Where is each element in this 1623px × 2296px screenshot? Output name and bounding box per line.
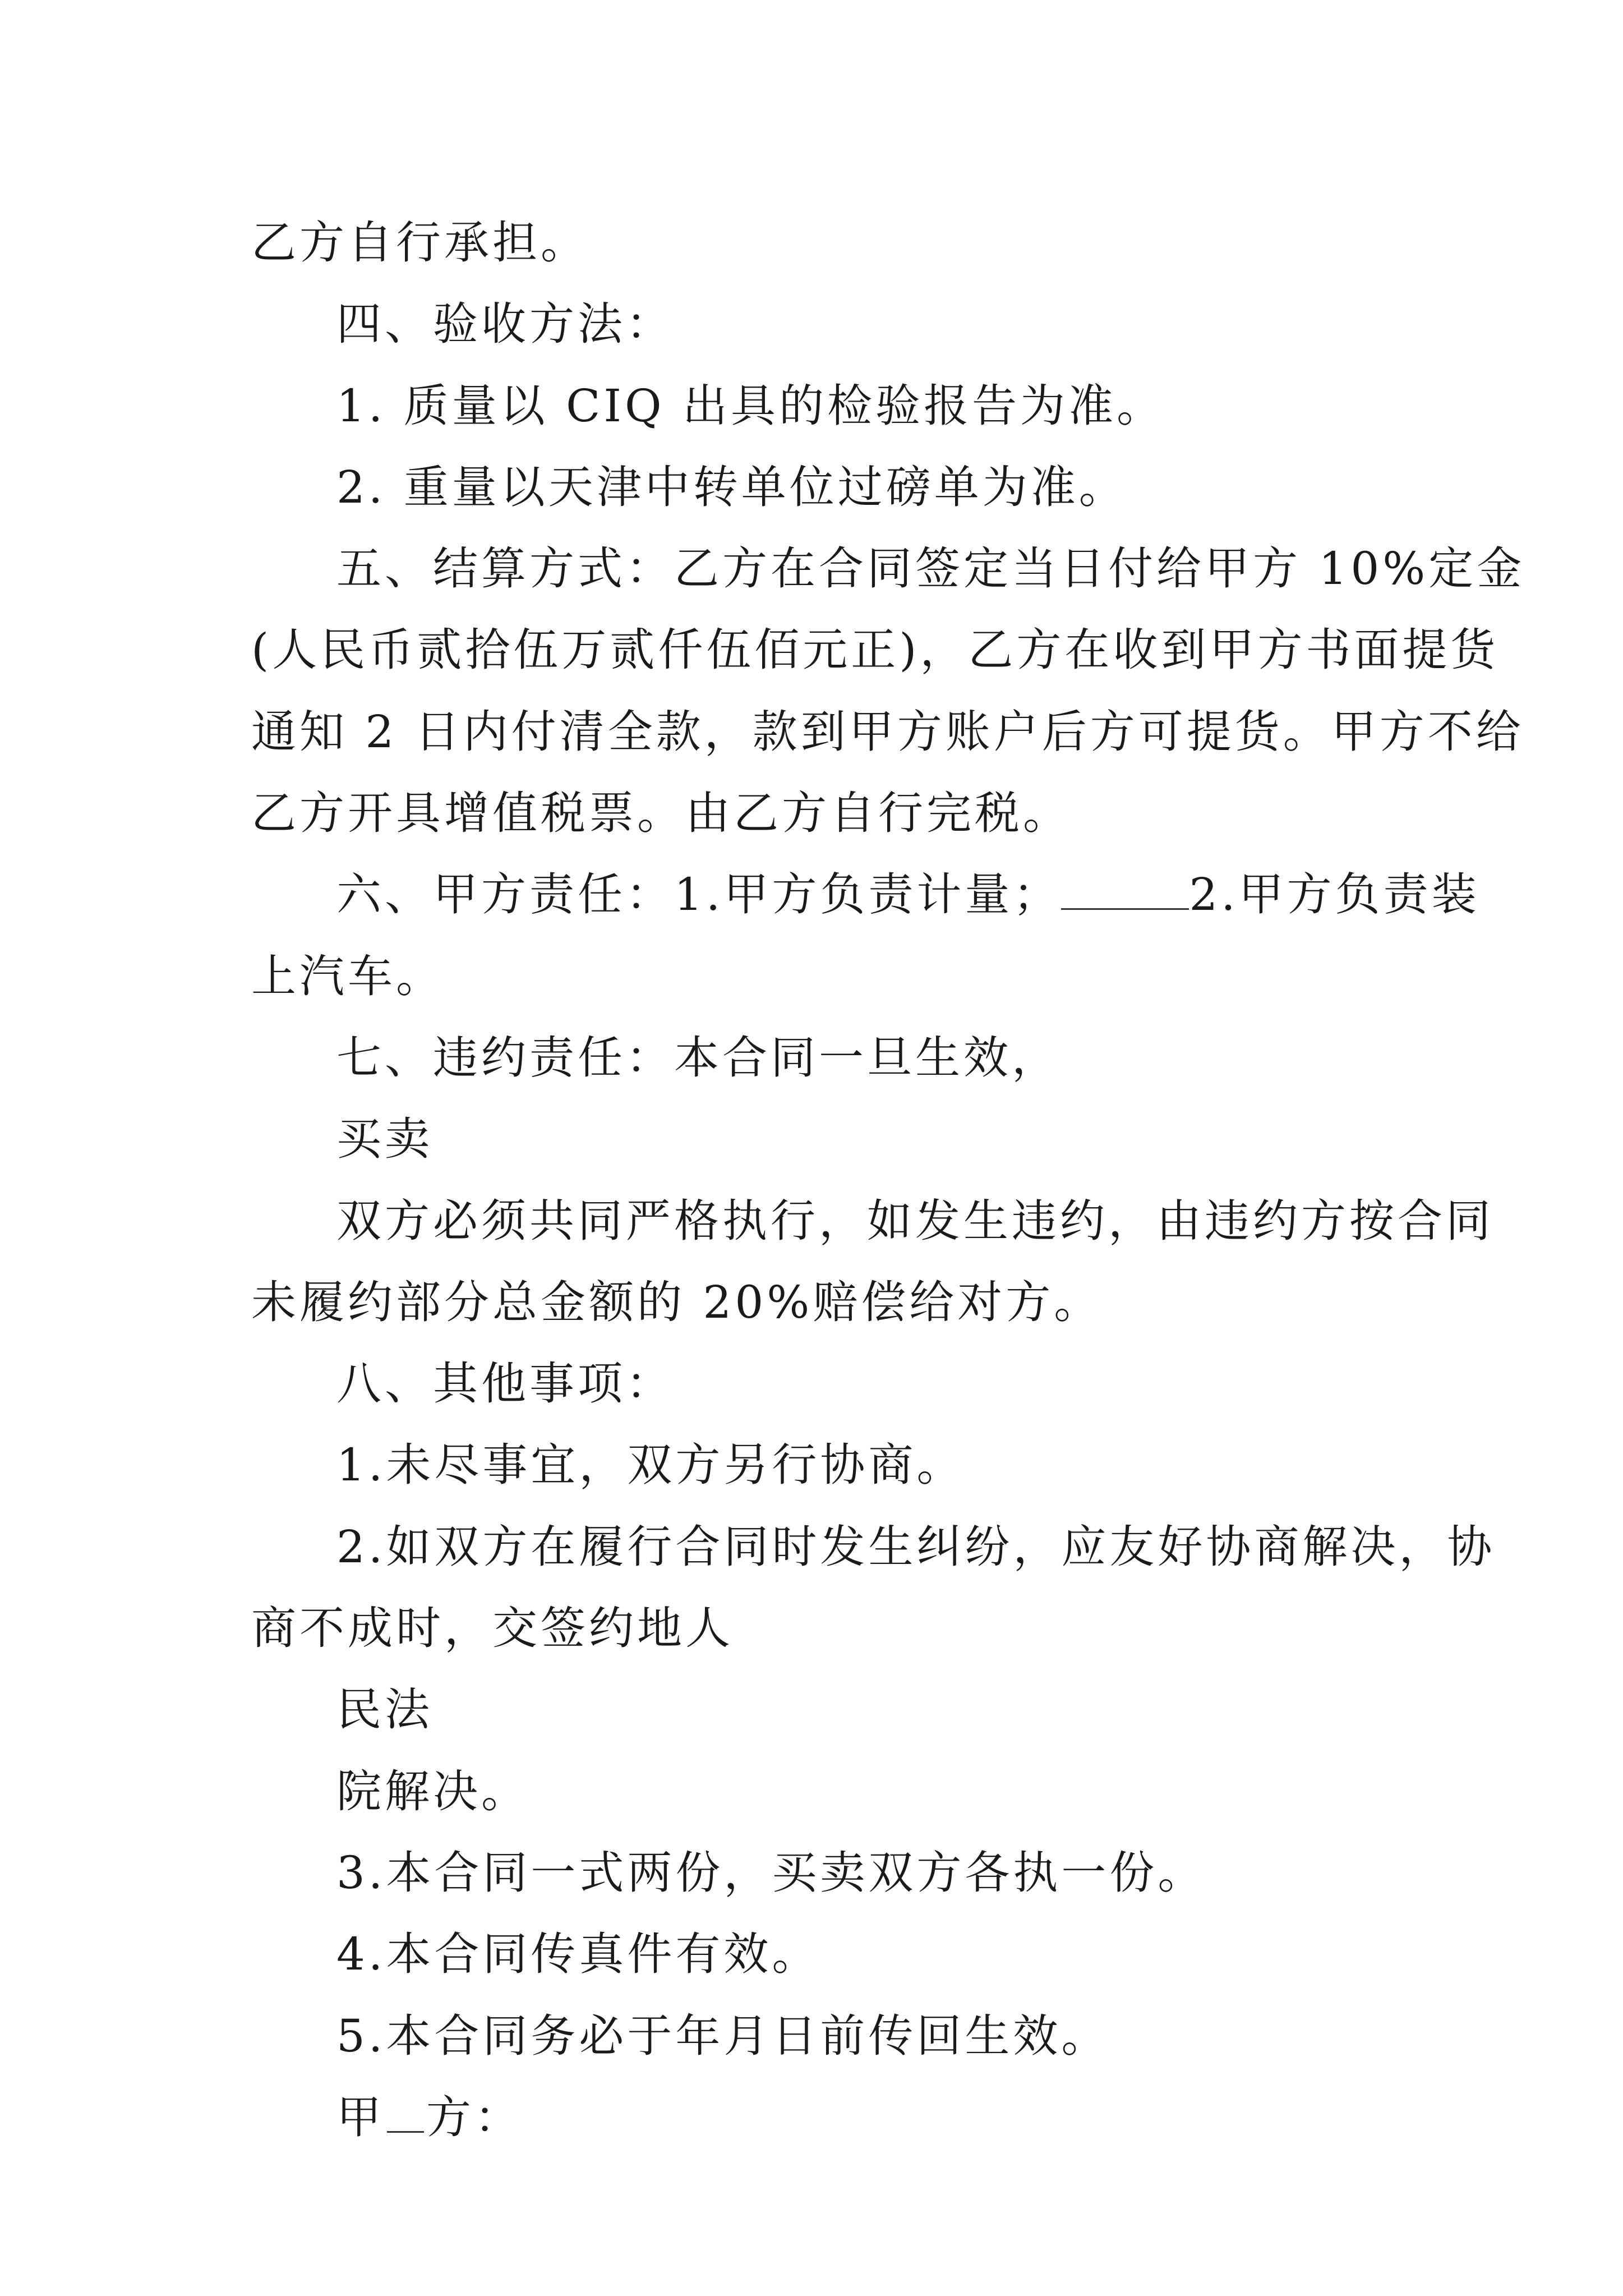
clause6-part1: 六、甲方责任：1.甲方负责计量； bbox=[336, 868, 1062, 921]
text-line: 2. 重量以天津中转单位过磅单为准。 bbox=[336, 461, 1127, 513]
section-heading-settlement: 五、结算方式：乙方在合同签定当日付给甲方 10%定金 bbox=[336, 542, 1525, 595]
text-line: 3.本合同一式两份，买卖双方各执一份。 bbox=[336, 1846, 1206, 1899]
section-heading-other-matters: 八、其他事项： bbox=[336, 1358, 674, 1410]
section-heading-party-a-duties bbox=[251, 854, 1480, 935]
text-line: 乙方开具增值税票。由乙方自行完税。 bbox=[251, 787, 1071, 840]
text-line: 商不成时，交签约地人 bbox=[251, 1602, 734, 1655]
signature-party-a bbox=[251, 2077, 1391, 2158]
document-body bbox=[251, 202, 1525, 2158]
text-line: 院解决。 bbox=[336, 1765, 529, 1818]
text-line: 通知 2 日内付清全款，款到甲方账户后方可提货。甲方不给 bbox=[251, 705, 1524, 758]
text-line: 5.本合同务必于年月日前传回生效。 bbox=[336, 2009, 1110, 2062]
text-line: 上汽车。 bbox=[251, 950, 444, 1002]
text-line: 买卖 bbox=[336, 1113, 433, 1166]
text-line: 2.如双方在履行合同时发生纠纷，应友好协商解决，协 bbox=[336, 1520, 1496, 1573]
section-heading-acceptance: 四、验收方法： bbox=[336, 298, 674, 351]
blank-underline bbox=[1061, 873, 1189, 910]
clause6-part2: 2.甲方负责装 bbox=[1189, 868, 1480, 921]
text-line: 未履约部分总金额的 20%赔偿给对方。 bbox=[251, 1276, 1103, 1328]
text-line: 1.未尽事宜，双方另行协商。 bbox=[336, 1439, 965, 1492]
text-line: 民法 bbox=[336, 1683, 433, 1736]
text-line: 双方必须共同严格执行，如发生违约，由违约方按合同 bbox=[336, 1194, 1494, 1247]
text-line: 1. 质量以 CIQ 出具的检验报告为准。 bbox=[336, 379, 1165, 432]
blank-underline bbox=[387, 2096, 424, 2133]
text-line: 乙方自行承担。 bbox=[251, 217, 589, 269]
signature-part2: 方： bbox=[426, 2091, 523, 2143]
text-line: 4.本合同传真件有效。 bbox=[336, 1928, 820, 1981]
signature-part1: 甲 bbox=[336, 2091, 385, 2143]
text-line: (人民币贰拾伍万贰仟伍佰元正)，乙方在收到甲方书面提货 bbox=[251, 624, 1499, 677]
section-heading-breach: 七、违约责任：本合同一旦生效， bbox=[336, 1031, 1060, 1084]
